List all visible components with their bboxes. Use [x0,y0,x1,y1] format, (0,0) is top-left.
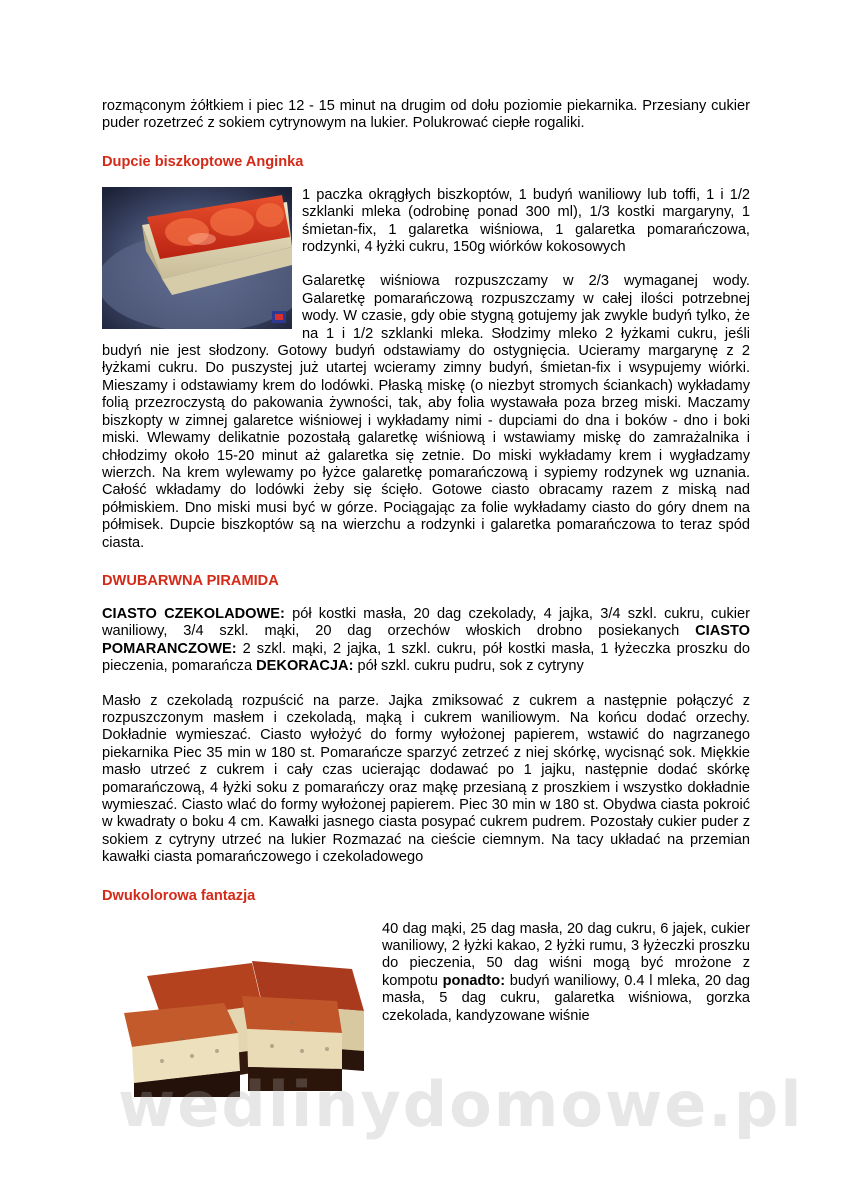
recipe3-title: Dwukolorowa fantazja [102,887,256,904]
label-additionally: ponadto: [442,972,506,989]
intro-paragraph: rozmąconym żółtkiem i piec 12 - 15 minut na drugim od dołu poziomie piekarnika. Przesiany cukier puder rozetrzeć z sokiem cytrynowym na lukier. Polukrować ciepłe rogaliki. [102,98,750,132]
recipe1-instructions: Galaretkę wiśniowa rozpuszczamy w 2/3 wymaganej wody. Galaretkę pomarańczową rozpuszczamy w całej ilości potrzebnej wody. W czasie, gdy obie stygną gotujemy jak zwykle budyń tylko, że na 1 i 1/2 szklanki mleka. Słodzimy mleko 2 łyżkami cukru, jeśli budyń nie jest słodzony. Gotowy budyń odstawiamy do ostygnięcia. Ucieramy margarynę z 2 łyżkami cukru. Do puszystej już utartej wcieramy zimny budyń, śmietan-fix i wsypujemy wiórki. Mieszamy i odstawiamy krem do lodówki. Płaską miskę (o niezbyt stromych ściankach) wykładamy folią przezroczystą do pakowania żywności, tak, aby folia wystawała poza brzeg miski. Maczamy biszkopty w zimnej galaretce wiśniowej i wykładamy nimi - dupciami do dna i boków - dno i boki miski. Wlewamy delikatnie pozostałą galaretkę wiśniową i wstawiamy miskę do zamrażalnika i chłodzimy około 15-20 minut aż galaretka się zetnie. Do miski wykładamy krem i wygładzamy wierzch. Na krem wylewamy po łyżce galaretkę pomarańczową i sypiemy rodzynek wg uznania. Całość wkładamy do lodówki żeby się ścięło. Gotowe ciasto obracamy razem z miską nad półmiskiem. Dno miski musi być w górze. Pociągając za folie wykładamy ciasto do góry dnem na półmisek. Dupcie biszkoptów są na wierzchu a rodzynki i galaretka pomarańczowa to teraz spód ciasta. [102,273,750,551]
label-decoration: DEKORACJA: [256,658,354,675]
watermark: wedlinydomowe.pl [118,1068,804,1141]
recipe3-text-1: 40 dag mąki, 25 dag masła, 20 dag cukru, 6 jajek, cukier waniliowy, 2 łyżki kakao, 2 łyżki rumu, 3 łyżeczki proszku do pieczenia, 50 dag wiśni mogą być mrożone z kompotu [382,920,750,989]
decoration-text: pół szkl. cukru pudru, sok z cytryny [353,658,584,675]
recipe2-instructions: Masło z czekoladą rozpuścić na parze. Jajka zmiksować z cukrem a następnie połączyć z rozpuszczonym masłem i czekoladą, mąką i cukrem waniliowym. Na końcu dodać orzechy. Dokładnie wymieszać. Ciasto wyłożyć do formy wyłożonej papierem, wstawić do nagrzanego piekarnika Piec 35 min w 180 st. Pomarańcze sparzyć zetrzeć z niej skórkę, wycisnąć sok. Miękkie masło utrzeć z cukrem i cały czas ucierając dodawać po 1 jajku, następnie dodać skórkę pomarańczową, 4 łyżki soku z pomarańczy oraz mąkę przesianą z proszkiem i wszystko dokładnie wymieszać. Ciasto wlać do formy wyłożonej papierem. Piec 30 min w 180 st. Obydwa ciasta pokroić w kwadraty o boku 4 cm. Kawałki jasnego ciasta posypać cukrem pudrem. Pozostały cukier puder z sokiem z cytryny utrzeć na lukier Rozmazać na cieście ciemnym. Na tacy układać na przemian kawałki ciasta pomarańczowego i czekoladowego [102,692,750,866]
spacer [102,676,750,693]
recipe2-ingredients [102,606,750,676]
orange-dough-text: 2 szkl. mąki, 2 jajka, 1 szkl. cukru, pół kostki masła, 1 łyżeczka proszku do pieczenia, pomarańcza [102,640,750,675]
recipe2-title: DWUBARWNA PIRAMIDA [102,572,279,589]
label-orange-dough: CIASTO POMARANCZOWE: [102,623,750,657]
biscuit-cake-photo-svg [102,187,292,329]
label-chocolate-dough: CIASTO CZEKOLADOWE: [102,605,285,622]
recipe1-title: Dupcie biszkoptowe Anginka [102,153,304,170]
biscuit-cake-photo [102,187,292,329]
chocolate-dough-text: pół kostki masła, 20 dag czekolady, 4 jajka, 3/4 szkl. cukru, cukier waniliowy, 3/4 szkl. mąki, 20 dag orzechów włoskich drobno posiekanych [102,605,750,640]
document-page [102,98,750,1099]
recipe1-ingredients: 1 paczka okrągłych biszkoptów, 1 budyń waniliowy lub toffi, 1 i 1/2 szklanki mleka (odrobinę ponad 300 ml), 1/3 kostki margaryny, 1 śmietan-fix, 1 galaretka wiśniowa, 1 galaretka pomarańczowa, rodzynki, 4 łyżki cukru, 150g wiórków kokosowych [302,186,750,256]
recipe3-text-2: budyń waniliowy, 0.4 l mleka, 20 dag masła, 5 dag cukru, galaretka wiśniowa, gorzka czekolada, kandyzowane wiśnie [382,972,750,1024]
